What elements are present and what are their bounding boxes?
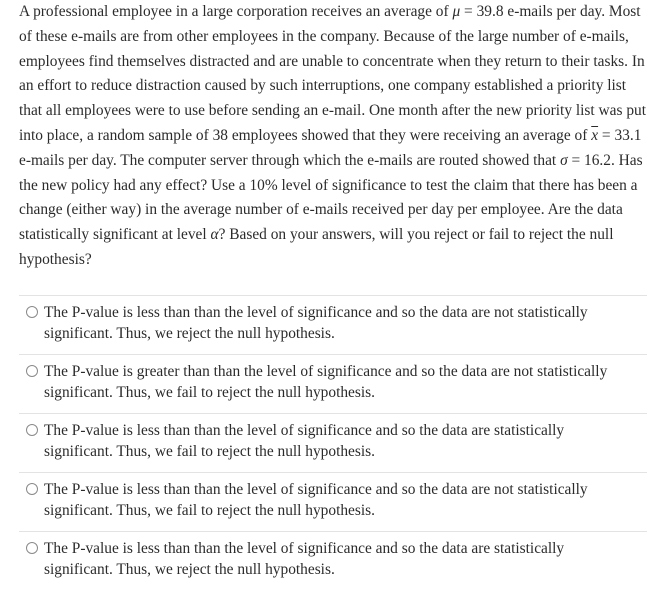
answer-option-2-line-1: The P-value is greater than than the level of significance and so the data are not statistically [44,363,608,380]
answer-option-5[interactable] [19,531,647,590]
question-part-2: = 39.8 e-mails per day. Most of these e-mails are from other employees in the company. Because of the large number of e-mails, employees find themselves distracted and are unable to concentrate when they return to their tasks. In an effort to reduce distraction caused by such interruptions, one company established a priority list that all employees were to use before sending an e-mail. One month after the new priority list was put into place, a random sample of 38 employees showed that they were receiving an average of [19,3,646,144]
answer-option-3[interactable] [19,413,647,472]
answer-option-1-line-2: significant. Thus, we reject the null hypothesis. [44,325,335,342]
answer-option-5-line-1: The P-value is less than than the level of significance and so the data are statistically [44,540,565,557]
answer-option-1[interactable] [19,295,647,354]
radio-button-1[interactable] [26,306,38,318]
answer-option-1-line-1: The P-value is less than than the level of significance and so the data are not statistically [44,304,588,321]
answer-option-2-text[interactable] [44,361,634,403]
question-part-3: = 33.1 e-mails per day. The computer server through which the e-mails are routed showed that [19,126,642,169]
answer-option-3-text[interactable] [44,420,634,462]
answer-option-2-line-2: significant. Thus, we fail to reject the null hypothesis. [44,384,375,401]
sigma-symbol: σ [560,151,568,169]
radio-button-5[interactable] [26,542,38,554]
question-part-1: A professional employee in a large corporation receives an average of [19,3,453,20]
alpha-symbol: α [210,226,219,244]
radio-button-2[interactable] [26,365,38,377]
answer-option-4-line-2: significant. Thus, we fail to reject the null hypothesis. [44,502,375,519]
answer-option-2[interactable] [19,354,647,413]
radio-button-4[interactable] [26,483,38,495]
mu-symbol: μ [452,3,461,20]
radio-button-3[interactable] [26,424,38,436]
answer-option-3-line-2: significant. Thus, we fail to reject the null hypothesis. [44,443,375,460]
answer-option-4-line-1: The P-value is less than than the level of significance and so the data are not statistically [44,481,588,498]
xbar-symbol: $\overline{x}$ [591,126,599,144]
answer-option-4-text[interactable] [44,479,634,521]
answer-options [19,295,647,590]
answer-option-5-line-2: significant. Thus, we reject the null hypothesis. [44,561,335,578]
question-text [19,0,649,273]
question-part-5: ? Based on your answers, will you reject or fail to reject the null hypothesis? [19,226,614,268]
answer-option-5-text[interactable] [44,538,634,580]
answer-option-1-text[interactable] [44,302,634,344]
answer-option-3-line-1: The P-value is less than than the level of significance and so the data are statistically [44,422,565,439]
question-part-4: = 16.2. Has the new policy had any effect? Use a 10% level of significance to test the claim that there has been a change (either way) in the average number of e-mails received per day per employee. Are the data statistically significant at level [19,151,643,244]
answer-option-4[interactable] [19,472,647,531]
